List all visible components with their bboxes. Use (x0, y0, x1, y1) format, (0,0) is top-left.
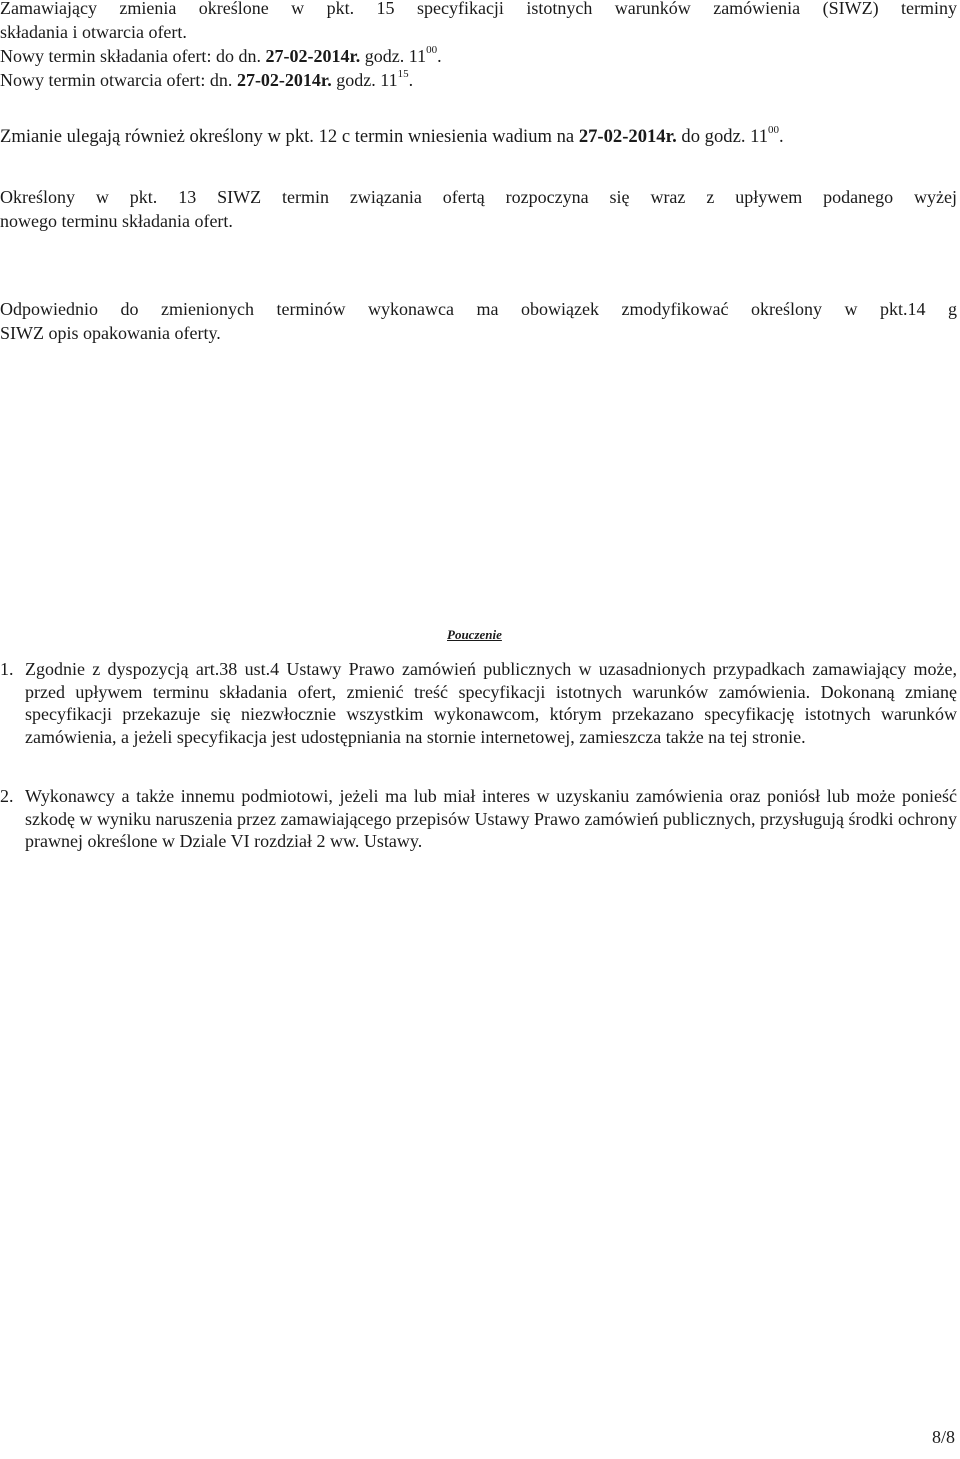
offer-deadline-date: 27-02-2014r. (265, 46, 361, 66)
binding-period-line-1: Określony w pkt. 13 SIWZ termin związania ofertą rozpoczyna się wraz z upływem podanego wyżej (0, 187, 957, 207)
opening-deadline-hour: godz. 11 (331, 70, 398, 90)
instruction-item-1 (0, 658, 957, 748)
instruction-item-1-number: 1. (0, 659, 14, 679)
wadium-minutes: 00 (768, 124, 780, 136)
instruction-item-2-text: Wykonawcy a także innemu podmiotowi, jeżeli ma lub miał interes w uzyskaniu zamówienia oraz poniósł lub może ponieść szkodę w wyniku naruszenia przez zamawiającego przepisów Ustawy Prawo zamówień publicznych, przysługują środki ochrony prawnej określone w Dziale VI rozdział 2 ww. Ustawy. (25, 786, 957, 852)
packaging-line-1: Odpowiednio do zmienionych terminów wykonawca ma obowiązek zmodyfikować określony w pkt.14 g (0, 299, 957, 319)
wadium-hour: do godz. 11 (676, 126, 769, 147)
page-number: 8/8 (931, 1427, 955, 1447)
offer-deadline-minutes: 00 (426, 44, 438, 56)
instruction-heading: Pouczenie (447, 627, 502, 642)
wadium-change: Zmianie ulegają również określony w pkt. 12 c termin wniesienia wadium na 27-02-2014r. do godz. $11^{00}$. (0, 124, 784, 147)
wadium-date: 27-02-2014r. (578, 126, 677, 147)
binding-period-line-2: nowego terminu składania ofert. (0, 211, 233, 231)
instruction-item-2 (0, 785, 957, 853)
opening-deadline-minutes: 15 (397, 68, 409, 80)
opening-deadline-date: 27-02-2014r. (236, 70, 332, 90)
offer-deadline-label: Nowy termin składania ofert: do dn. (0, 46, 266, 66)
packaging-line-2: SIWZ opis opakowania oferty. (0, 323, 221, 343)
wadium-change-label: Zmianie ulegają również określony w pkt. 12 c termin wniesienia wadium na (0, 126, 579, 147)
instruction-item-2-number: 2. (0, 786, 14, 806)
opening-deadline: Nowy termin otwarcia ofert: dn. 27-02-2014r. godz. $11^{15}$. (0, 68, 414, 90)
intro-line-1: Zamawiający zmienia określone w pkt. 15 specyfikacji istotnych warunków zamówienia (SIWZ) terminy (0, 0, 957, 18)
opening-deadline-label: Nowy termin otwarcia ofert: dn. (0, 70, 237, 90)
offer-deadline: Nowy termin składania ofert: do dn. 27-02-2014r. godz. $11^{00}$. (0, 44, 442, 66)
offer-deadline-hour: godz. 11 (360, 46, 427, 66)
intro-line-2: składania i otwarcia ofert. (0, 22, 187, 42)
instruction-item-1-text: Zgodnie z dyspozycją art.38 ust.4 Ustawy Prawo zamówień publicznych w uzasadnionych przypadkach zamawiający może, przed upływem terminu składania ofert, zmienić treść specyfikacji istotnych warunków zamówienia. Dokonaną zmianę specyfikacji przekazuje się niezwłocznie wszystkim wykonawcom, którym przekazano specyfikację istotnych warunków zamówienia, a jeżeli specyfikacja jest udostępniania na stornie internetowej, zamieszcza także na tej stronie. (25, 659, 957, 747)
